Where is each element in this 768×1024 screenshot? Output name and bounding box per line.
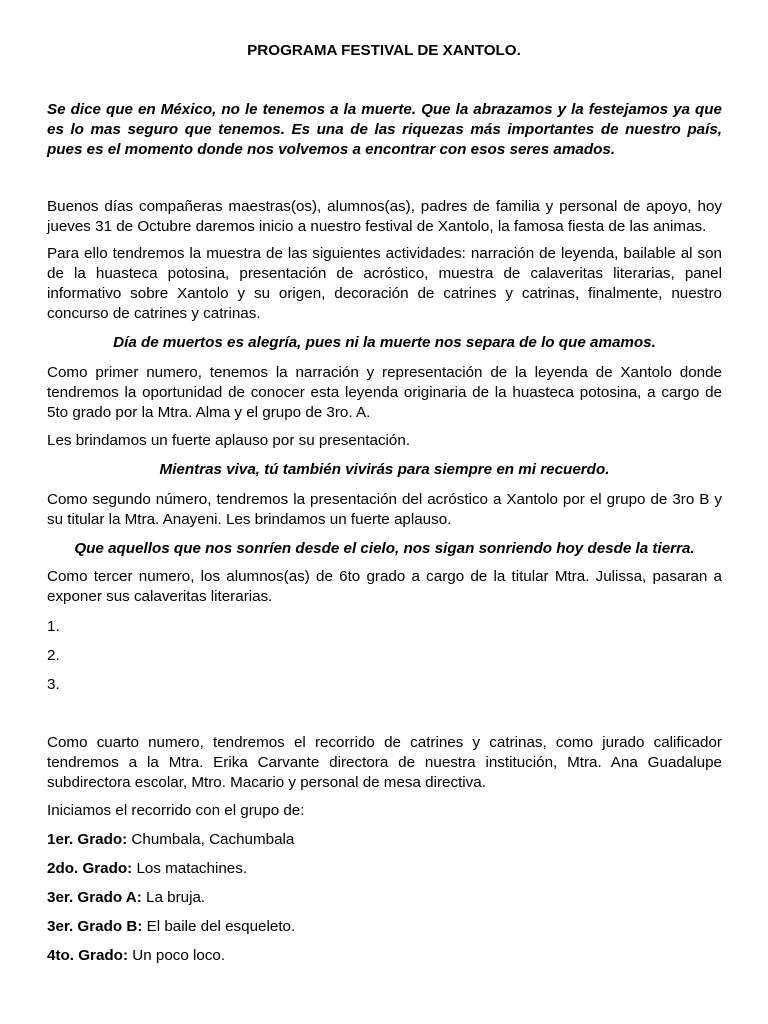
- grade-item: [47, 859, 722, 879]
- paragraph-activities: Para ello tendremos la muestra de las siguientes actividades: narración de leyenda, bailable al son de la huasteca potosina, presentación de acróstico, muestra de calaveritas literarias, panel informativo sobre Xantolo y su origen, decoración de catrines y catrinas, finalmente, nuestro concurso de catrines y catrinas.: [47, 245, 722, 322]
- grade-value: La bruja.: [141, 889, 206, 906]
- grade-item: [47, 830, 722, 850]
- grade-label: 3er. Grado B:: [47, 918, 143, 935]
- grade-item: [47, 917, 722, 937]
- epigraph: Se dice que en México, no le tenemos a la muerte. Que la abrazamos y la festejamos ya que es lo mas seguro que tenemos. Es una de las riquezas más importantes de nuestro país, pues es el momento donde nos volvemos a encontrar con esos seres amados.: [47, 101, 722, 158]
- paragraph-second-number: Como segundo número, tendremos la presentación del acróstico a Xantolo por el grupo de 3ro B y su titular la Mtra. Anayeni. Les brindamos un fuerte aplauso.: [47, 491, 722, 528]
- paragraph-fourth-number: Como cuarto numero, tendremos el recorrido de catrines y catrinas, como jurado calificador tendremos a la Mtra. Erika Carvante directora de nuestra institución, Mtra. Ana Guadalupe subdirectora escolar, Mtro. Macario y personal de mesa directiva.: [47, 734, 722, 791]
- grade-value: El baile del esqueleto.: [142, 918, 296, 935]
- grade-label: 1er. Grado:: [47, 831, 128, 848]
- grade-item: [47, 946, 722, 966]
- list-item: 3.: [47, 676, 60, 693]
- paragraph-route-intro: Iniciamos el recorrido con el grupo de:: [47, 802, 305, 819]
- quote-1: Día de muertos es alegría, pues ni la muerte nos separa de lo que amamos.: [113, 334, 656, 351]
- quote-3: Que aquellos que nos sonríen desde el cielo, nos sigan sonriendo hoy desde la tierra.: [74, 540, 695, 557]
- quote-2: Mientras viva, tú también vivirás para siempre en mi recuerdo.: [159, 461, 610, 478]
- paragraph-first-number: Como primer numero, tenemos la narración y representación de la leyenda de Xantolo donde tendremos la oportunidad de conocer esta leyenda originaria de la huasteca potosina, a cargo de 5to grado por la Mtra. Alma y el grupo de 3ro. A.: [47, 364, 722, 421]
- list-item: 2.: [47, 647, 60, 664]
- grade-value: Un poco loco.: [128, 947, 226, 964]
- grade-value: Chumbala, Cachumbala: [127, 831, 295, 848]
- paragraph-greeting: Buenos días compañeras maestras(os), alumnos(as), padres de familia y personal de apoyo, hoy jueves 31 de Octubre daremos inicio a nuestro festival de Xantolo, la famosa fiesta de las animas.: [47, 198, 722, 235]
- grade-label: 3er. Grado A:: [47, 889, 142, 906]
- grade-value: Los matachines.: [132, 860, 248, 877]
- grade-item: [47, 888, 722, 908]
- grade-label: 4to. Grado:: [47, 947, 129, 964]
- grade-label: 2do. Grado:: [47, 860, 133, 877]
- document-title: PROGRAMA FESTIVAL DE XANTOLO.: [247, 42, 521, 59]
- paragraph-applause: Les brindamos un fuerte aplauso por su presentación.: [47, 432, 411, 449]
- list-item: 1.: [47, 618, 60, 635]
- paragraph-third-number: Como tercer numero, los alumnos(as) de 6to grado a cargo de la titular Mtra. Julissa, pasaran a exponer sus calaveritas literarias.: [47, 568, 722, 605]
